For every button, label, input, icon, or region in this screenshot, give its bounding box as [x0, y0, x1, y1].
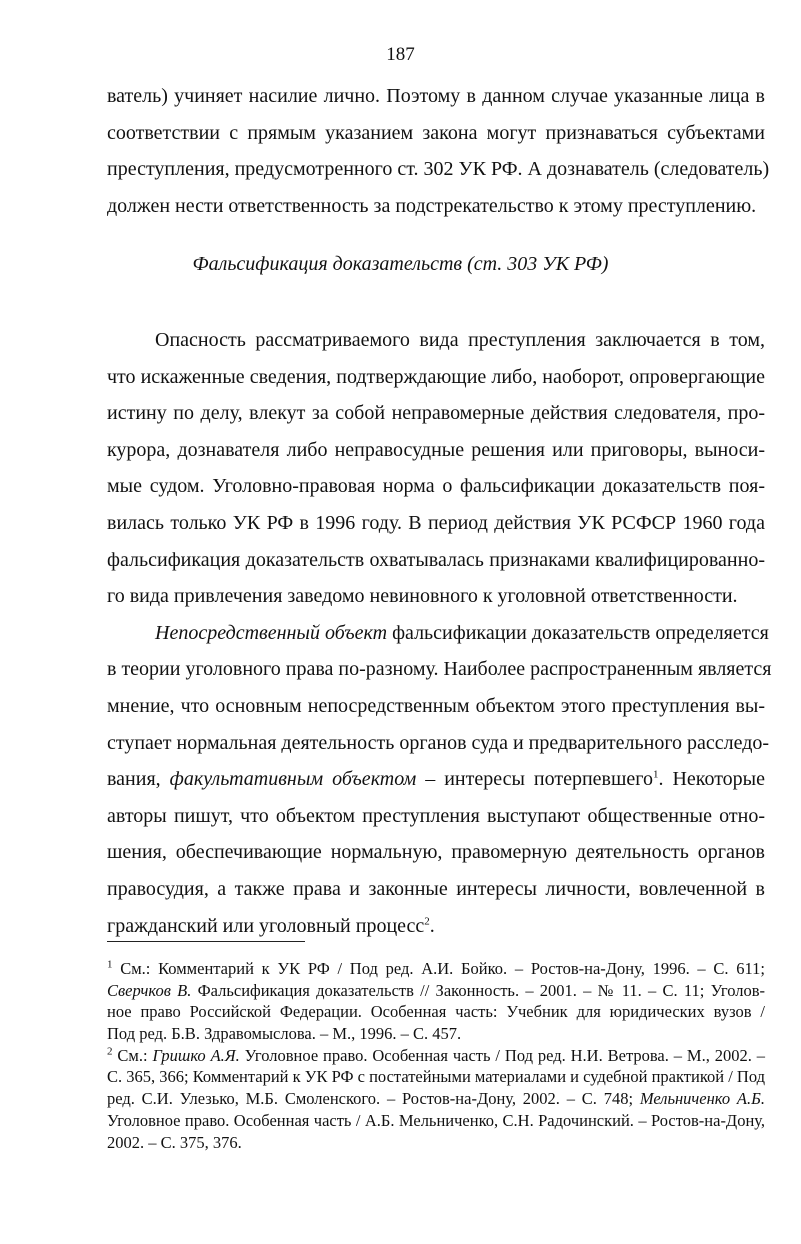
text-run: фальсификации доказательств определяется	[387, 621, 769, 644]
text-run: вания,	[107, 768, 170, 791]
page-number: 187	[386, 44, 415, 65]
text-line	[107, 761, 765, 798]
text-line: авторы пишут, что объектом преступления выступают общественные отно-	[107, 804, 765, 827]
footnote-separator	[107, 941, 305, 942]
text-line: ступает нормальная деятельность органов суда и предварительного расследо-	[107, 731, 770, 754]
top-paragraph	[107, 78, 770, 224]
text-run: См.: Комментарий к УК РФ / Под ред. А.И. Бойко. – Ростов-на-Дону, 1996. – С. 611;	[112, 959, 765, 978]
author-name: Сверчков В.	[107, 980, 192, 1000]
text-line: должен нести ответственность за подстрекательство к этому преступлению.	[107, 194, 757, 217]
text-run: – интересы потерпевшего	[416, 768, 653, 791]
text-line: правосудия, а также права и законные интересы личности, вовлеченной в	[107, 877, 765, 900]
footnote-ref-1[interactable]: 1	[652, 768, 659, 781]
text-line: курора, дознавателя либо неправосудные решения или приговоры, выноси-	[107, 438, 765, 461]
text-run: гражданский или уголовный процесс	[107, 914, 425, 937]
section-heading: Фальсификация доказательств (ст. 303 УК РФ)	[192, 253, 609, 275]
emphasis-optional-object: факультативным объектом	[169, 768, 417, 791]
text-run: См.:	[112, 1045, 153, 1065]
text-line: что искаженные сведения, подтверждающие либо, наоборот, опровергающие	[107, 365, 765, 388]
footnote-line: Уголовное право. Особенная часть / А.Б. Мельниченко, С.Н. Радочинский. – Ростов-на-Дону,	[107, 1110, 765, 1130]
footnote-line	[107, 1088, 765, 1110]
footnote-1	[107, 958, 765, 1045]
text-line: Опасность рассматриваемого вида преступления заключается в том,	[155, 329, 765, 351]
footnote-line: С. 365, 366; Комментарий к УК РФ с постатейными материалами и судебной практикой / Под	[107, 1067, 766, 1087]
text-line: го вида привлечения заведомо невиновного к уголовной ответственности.	[107, 585, 738, 608]
text-run: ред. С.И. Улезько, М.Б. Смоленского. – Ростов-на-Дону, 2002. – С. 748;	[107, 1089, 640, 1109]
emphasis-direct-object: Непосредственный объект	[155, 621, 388, 644]
footnote-ref-2[interactable]: 2	[424, 914, 430, 927]
text-line: соответствии с прямым указанием закона могут признаваться субъектами	[107, 121, 765, 144]
text-line: истину по делу, влекут за собой неправомерные действия следователя, про-	[107, 402, 765, 425]
text-line	[107, 908, 765, 945]
text-line: мые судом. Уголовно-правовая норма о фальсификации доказательств поя-	[107, 475, 765, 498]
footnote-line	[107, 1045, 765, 1067]
text-line: фальсификация доказательств охватывалась признаками квалифицированно-	[107, 548, 765, 571]
body-text	[107, 322, 772, 944]
footnotes	[107, 958, 765, 1153]
footnote-2	[107, 1045, 765, 1153]
text-line: мнение, что основным непосредственным объектом этого преступления вы-	[107, 694, 765, 717]
paragraph-danger	[107, 322, 765, 615]
footnote-line	[107, 958, 765, 980]
footnote-line: ное право Российской Федерации. Особенная часть: Учебник для юридических вузов /	[107, 1002, 765, 1022]
text-run: Фальсификация доказательств // Законность. – 2001. – № 11. – С. 11; Уголов-	[191, 980, 766, 1000]
text-line	[107, 615, 769, 652]
text-run: . Некоторые	[658, 768, 765, 791]
text-line: шения, обеспечивающие нормальную, правомерную деятельность органов	[107, 841, 765, 864]
author-name: Гришко А.Я.	[152, 1045, 240, 1065]
text-run: Уголовное право. Особенная часть / Под ред. Н.И. Ветрова. – М., 2002. –	[239, 1045, 766, 1065]
text-run: .	[429, 914, 435, 937]
text-line: вилась только УК РФ в 1996 году. В период действия УК РСФСР 1960 года	[107, 511, 765, 534]
text-line: ватель) учиняет насилие лично. Поэтому в данном случае указанные лица в	[107, 85, 765, 107]
text-line: в теории уголовного права по-разному. Наиболее распространенным является	[107, 658, 772, 681]
footnote-line: 2002. – С. 375, 376.	[107, 1132, 242, 1152]
footnote-marker: 1	[107, 958, 113, 971]
footnote-line	[107, 980, 765, 1002]
footnote-marker: 2	[107, 1045, 113, 1058]
paragraph-object	[107, 615, 772, 944]
author-name: Мельниченко А.Б.	[639, 1089, 765, 1109]
text-line: преступления, предусмотренного ст. 302 УК РФ. А дознаватель (следователь)	[107, 158, 770, 181]
footnote-line: Под ред. Б.В. Здравомыслова. – М., 1996. – С. 457.	[107, 1024, 462, 1044]
